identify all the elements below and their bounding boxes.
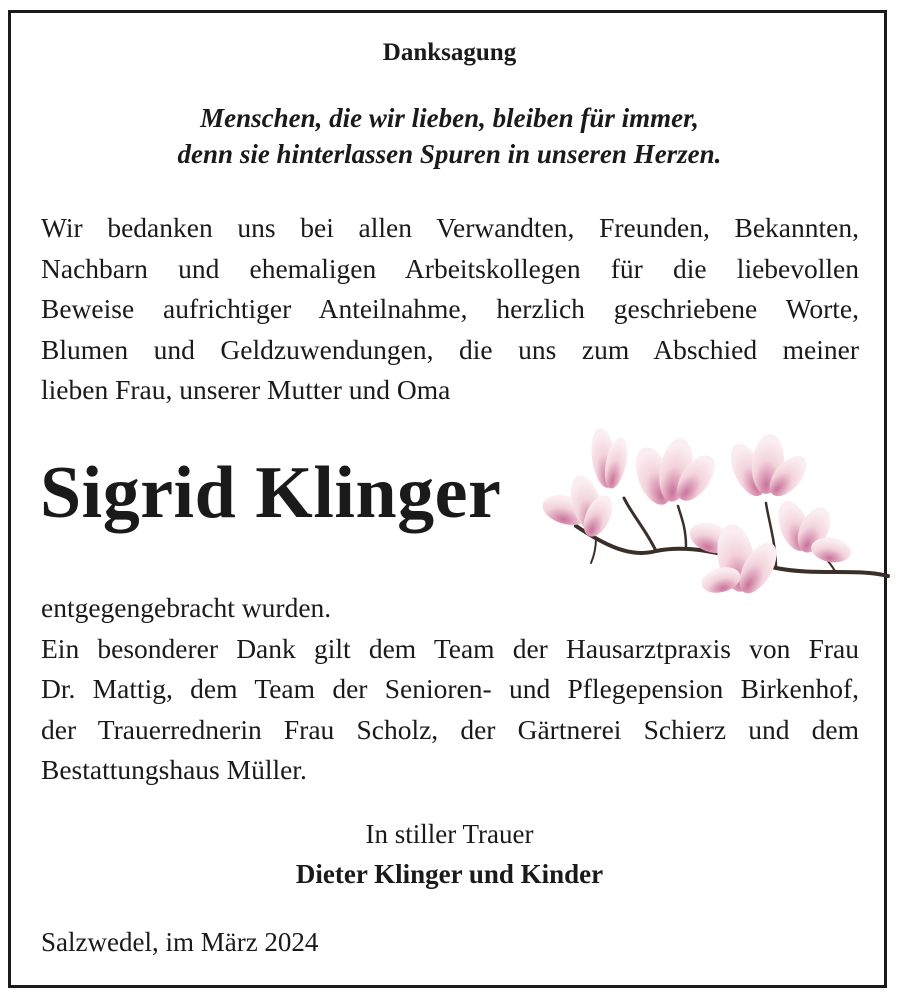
- thanks-line: Bestattungshaus Müller.: [41, 754, 307, 785]
- motto-line: denn sie hinterlassen Spuren in unseren Herzen.: [177, 139, 722, 169]
- thanks-line: Dr. Mattig, dem Team der Senioren- und Pflegepension Birkenhof,: [41, 673, 859, 704]
- intro-paragraph: [41, 208, 859, 411]
- intro-line: Beweise aufrichtiger Anteilnahme, herzlich geschriebene Worte,: [41, 293, 859, 324]
- magnolia-blossom-lower: [686, 517, 785, 599]
- intro-line: Blumen und Geldzuwendungen, die uns zum Abschied meiner: [41, 333, 859, 365]
- place-date: Salzwedel, im März 2024: [41, 927, 319, 957]
- intro-line: Wir bedanken uns bei allen Verwandten, Freunden, Bekannten,: [41, 212, 859, 243]
- thanks-line: entgegengebracht wurden.: [41, 592, 332, 623]
- magnolia-branch-illustration: [536, 418, 892, 614]
- thanks-line: Ein besonderer Dank gilt dem Team der Hausarztpraxis von Frau: [41, 632, 859, 664]
- motto-quote: [0, 100, 899, 172]
- thanks-line: der Trauerrednerin Frau Scholz, der Gärtnerei Schierz und dem: [41, 713, 859, 745]
- thanks-paragraph: [41, 588, 859, 791]
- mourning-line: In stiller Trauer: [365, 819, 534, 849]
- deceased-name: Sigrid Klinger: [40, 452, 502, 534]
- motto-line: Menschen, die wir lieben, bleiben für immer,: [200, 103, 699, 133]
- magnolia-blossom-top-right: [723, 433, 813, 503]
- notice-heading: Danksagung: [382, 39, 517, 66]
- magnolia-blossom-center: [629, 436, 723, 510]
- magnolia-blossom-top-left: [588, 427, 631, 491]
- magnolia-blossom-right: [772, 497, 853, 566]
- signatories: Dieter Klinger und Kinder: [295, 859, 604, 889]
- intro-line: Nachbarn und ehemaligen Arbeitskollegen für die liebevollen: [41, 252, 859, 284]
- intro-line: lieben Frau, unserer Mutter und Oma: [41, 374, 451, 405]
